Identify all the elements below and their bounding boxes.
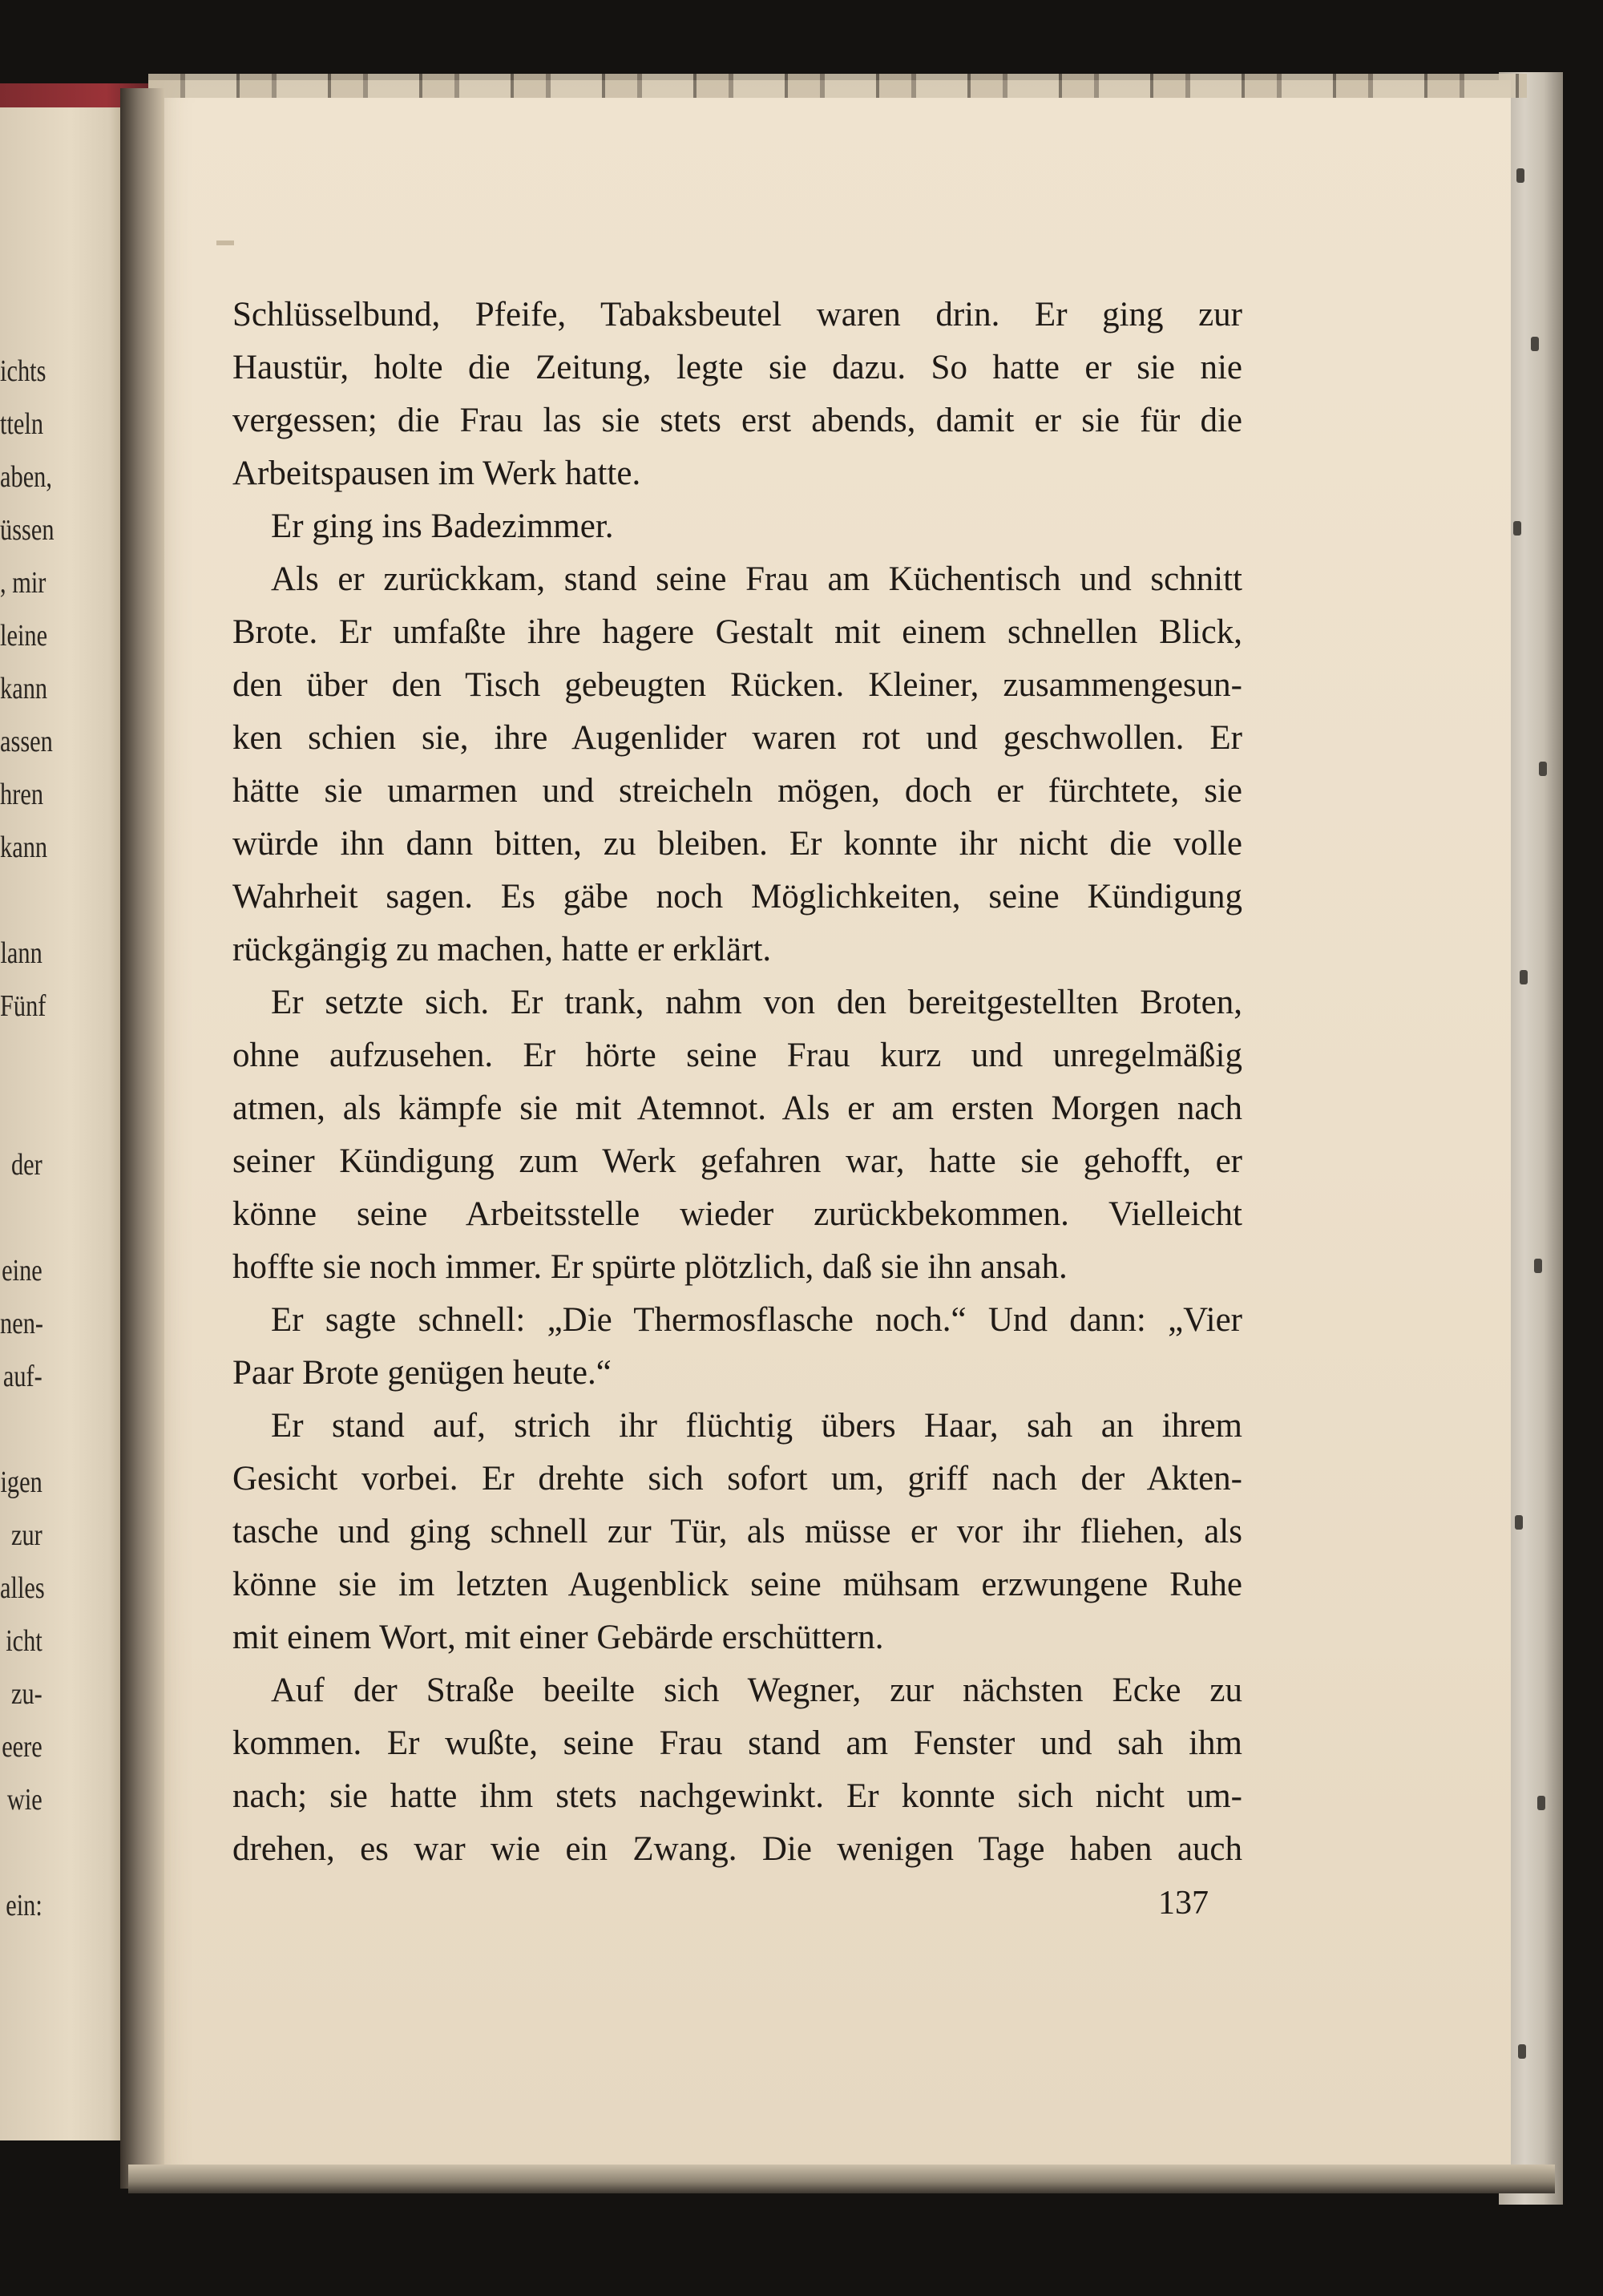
previous-page-fragment: tteln (0, 407, 44, 441)
text-line: Er stand auf, strich ihr flüchtig übers Haar, sah an ihrem (271, 1407, 1242, 1445)
gutter (120, 88, 164, 2189)
body-text (232, 289, 1242, 1876)
previous-page-fragment: wie (6, 1783, 42, 1817)
text-line: hoffte sie noch immer. Er spürte plötzlich, daß sie ihn ansah. (232, 1248, 1068, 1286)
previous-page (0, 88, 128, 2140)
page-number: 137 (1158, 1885, 1209, 1922)
text-line: rückgängig zu machen, hatte er erklärt. (232, 931, 772, 968)
text-line: drehen, es war wie ein Zwang. Die wenigen Tage haben auch (232, 1830, 1242, 1868)
text-line: Gesicht vorbei. Er drehte sich sofort um, griff nach der Akten- (232, 1460, 1242, 1498)
previous-page-fragment (0, 1826, 96, 1879)
text-line: könne seine Arbeitsstelle wieder zurückbekommen. Vielleicht (232, 1195, 1242, 1233)
text-line: mit einem Wort, mit einer Gebärde erschüttern. (232, 1619, 884, 1656)
text-line: kommen. Er wußte, seine Frau stand am Fenster und sah ihm (232, 1724, 1242, 1762)
previous-page-fragment: kann (0, 831, 48, 864)
previous-page-text (0, 345, 120, 1932)
text-line: Brote. Er umfaßte ihre hagere Gestalt mit einem schnellen Blick, (232, 613, 1242, 651)
text-line: Er sagte schnell: „Die Thermosflasche noch.“ Und dann: „Vier (271, 1301, 1242, 1339)
previous-page-fragment: nen- (0, 1307, 44, 1340)
previous-page-fragment: ein: (6, 1889, 42, 1922)
page-top-edge (148, 74, 1527, 98)
previous-page-fragment: ichts (0, 354, 46, 388)
text-line: Wahrheit sagen. Es gäbe noch Möglichkeiten, seine Kündigung (232, 878, 1242, 916)
previous-page-fragment: zu- (10, 1677, 42, 1711)
previous-page-fragment: lann (0, 936, 42, 970)
text-line: seiner Kündigung zum Werk gefahren war, hatte sie gehofft, er (232, 1142, 1242, 1180)
text-line: könne sie im letzten Augenblick seine mühsam erzwungene Ruhe (232, 1566, 1242, 1603)
previous-page-fragment: leine (0, 619, 48, 653)
previous-page-fragment: zur (10, 1518, 42, 1552)
text-line: Auf der Straße beeilte sich Wegner, zur nächsten Ecke zu (271, 1671, 1242, 1709)
previous-page-fragment: eere (2, 1730, 42, 1764)
previous-page-fragment: aben, (0, 460, 52, 494)
previous-page-fragment (0, 874, 96, 927)
text-line: Er setzte sich. Er trank, nahm von den bereitgestellten Broten, (271, 984, 1242, 1021)
page-mark (216, 241, 234, 245)
text-line: atmen, als kämpfe sie mit Atemnot. Als er am ersten Morgen nach (232, 1089, 1242, 1127)
previous-page-fragment: icht (6, 1624, 42, 1658)
text-line: hätte sie umarmen und streicheln mögen, doch er fürchtete, sie (232, 772, 1242, 810)
text-line: Er ging ins Badezimmer. (271, 507, 614, 545)
previous-page-fragment: kann (0, 672, 48, 705)
previous-page-fragment: Fünf (0, 989, 46, 1023)
previous-page-fragment: alles (0, 1571, 45, 1605)
previous-page-fragment: hren (0, 778, 44, 811)
text-line: den über den Tisch gebeugten Rücken. Kleiner, zusammengesun- (232, 666, 1242, 704)
text-line: nach; sie hatte ihm stets nachgewinkt. Er konnte sich nicht um- (232, 1777, 1242, 1815)
text-line: ken schien sie, ihre Augenlider waren rot und geschwollen. Er (232, 719, 1242, 757)
text-line: Haustür, holte die Zeitung, legte sie dazu. So hatte er sie nie (232, 349, 1242, 386)
text-line: vergessen; die Frau las sie stets erst abends, damit er sie für die (232, 402, 1242, 439)
text-line: Als er zurückkam, stand seine Frau am Küchentisch und schnitt (271, 560, 1242, 598)
previous-page-fragment (0, 1033, 96, 1085)
previous-page-fragment: igen (0, 1465, 42, 1499)
text-line: Schlüsselbund, Pfeife, Tabaksbeutel waren drin. Er ging zur (232, 296, 1242, 333)
text-line: ohne aufzusehen. Er hörte seine Frau kurz und unregelmäßig (232, 1037, 1242, 1074)
text-line: Arbeitspausen im Werk hatte. (232, 455, 641, 492)
text-line: tasche und ging schnell zur Tür, als müsse er vor ihr fliehen, als (232, 1513, 1242, 1550)
text-line: würde ihn dann bitten, zu bleiben. Er konnte ihr nicht die volle (232, 825, 1242, 863)
previous-page-fragment (0, 1085, 96, 1138)
previous-page-fragment: der (10, 1148, 42, 1182)
previous-page-fragment: eine (2, 1254, 42, 1287)
previous-page-fragment (0, 1191, 96, 1244)
previous-page-fragment: , mir (0, 566, 46, 600)
previous-page-fragment: assen (0, 725, 53, 758)
page-bottom-edge (128, 2165, 1555, 2193)
text-line: Paar Brote genügen heute.“ (232, 1354, 612, 1392)
previous-page-fragment (0, 1403, 96, 1456)
previous-page-fragment: auf- (2, 1360, 42, 1393)
previous-page-fragment: üssen (0, 513, 55, 547)
